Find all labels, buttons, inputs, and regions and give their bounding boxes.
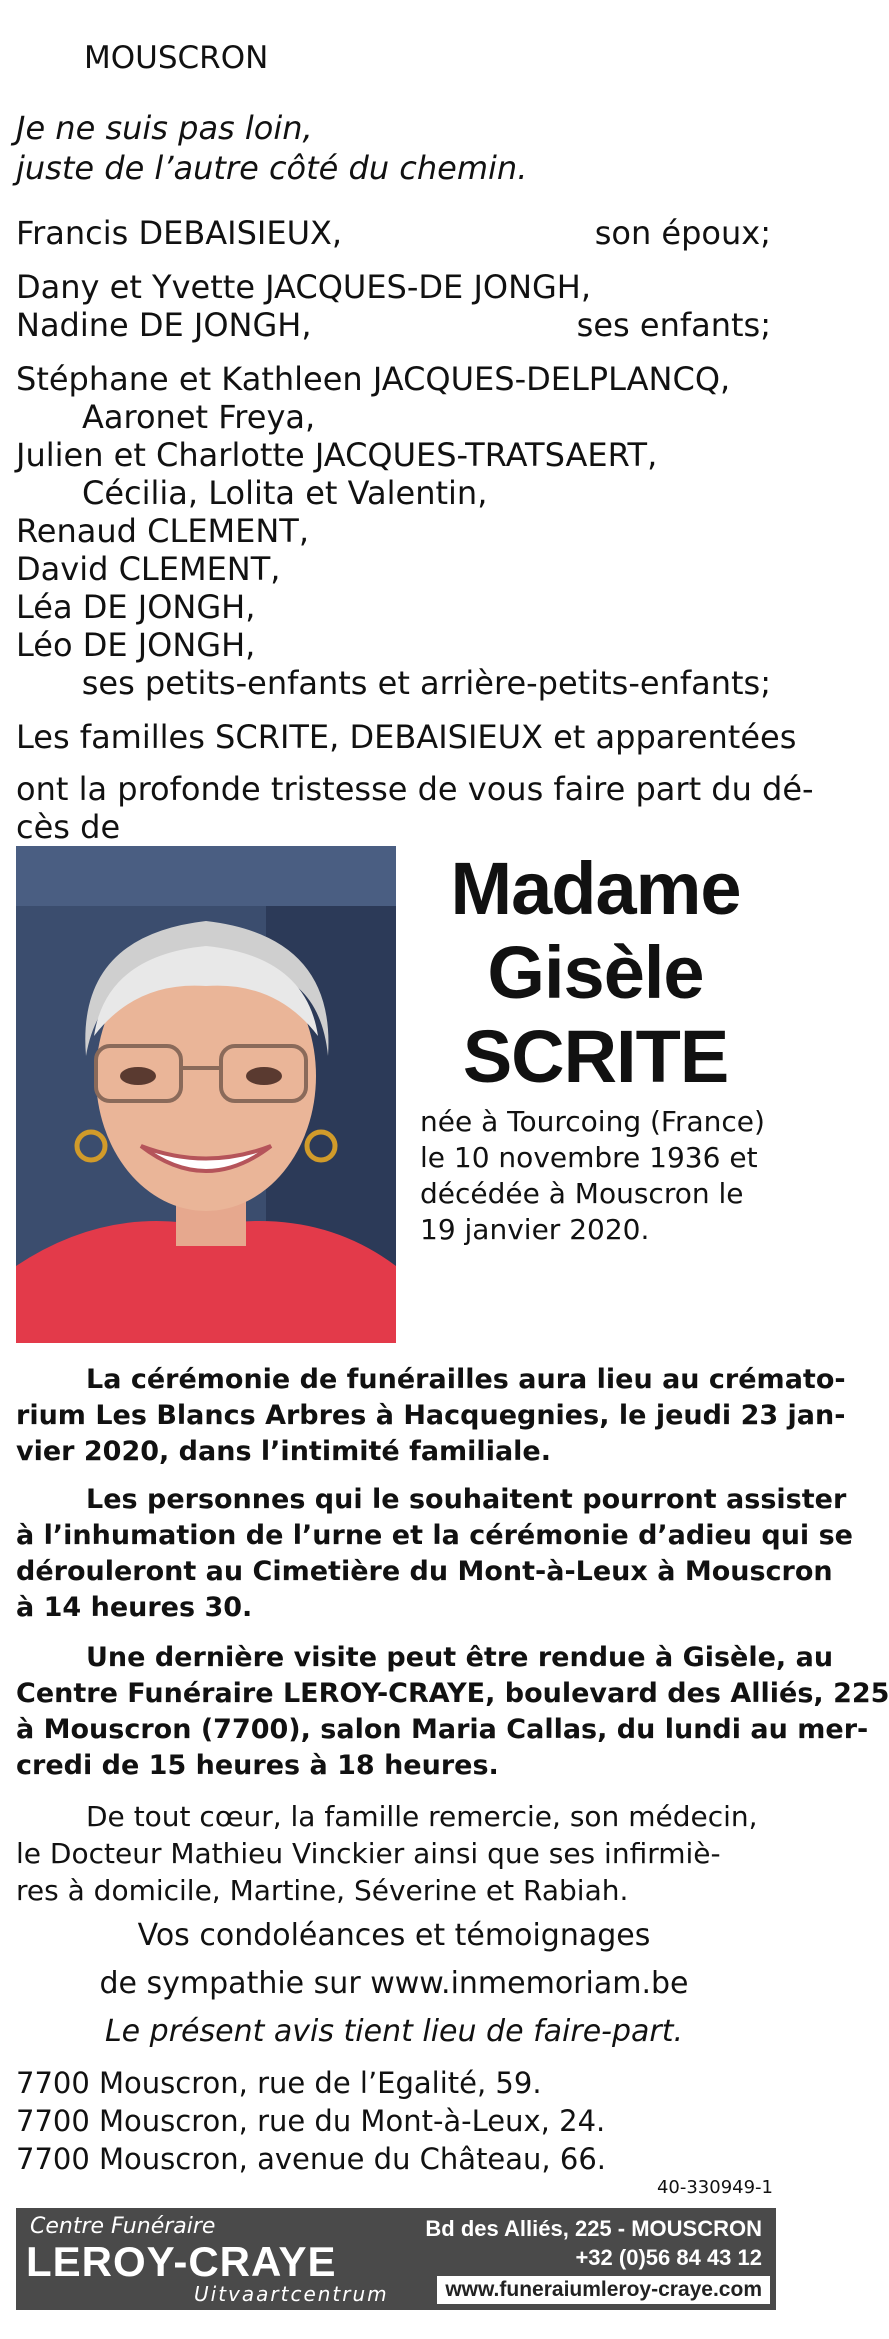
epitaph-quote — [16, 108, 527, 188]
paragraph-line: à 14 heures 30. — [16, 1592, 253, 1623]
grandchild-name: Stéphane et Kathleen JACQUES-DELPLANCQ, — [16, 360, 731, 398]
birth-line: née à Tourcoing (France) — [420, 1105, 765, 1138]
banner-centre-label: Centre Funéraire — [30, 2214, 216, 2239]
great-grandchild-name: Aaronet Freya, — [82, 398, 316, 436]
banner-address: Bd des Alliés, 225 - MOUSCRON — [425, 2216, 762, 2241]
paragraph-line: La cérémonie de funérailles aura lieu au crémato- — [86, 1364, 846, 1395]
announcement-line: cès de — [16, 808, 121, 846]
reference-number: 40-330949-1 — [656, 2177, 773, 2198]
birth-death-details — [420, 1104, 772, 1248]
banner-website-link[interactable]: www.funeraiumleroy-craye.com — [437, 2276, 770, 2304]
ceremony-paragraph — [16, 1362, 846, 1470]
birth-line: le 10 novembre 1936 et — [420, 1141, 758, 1174]
grandchildren-role: ses petits-enfants et arrière-petits-enfants; — [81, 664, 771, 702]
family-address: 7700 Mouscron, avenue du Château, 66. — [16, 2142, 606, 2176]
paragraph-line: à Mouscron (7700), salon Maria Callas, du lundi au mer- — [16, 1714, 869, 1745]
portrait-photo — [16, 846, 396, 1343]
thanks-paragraph — [16, 1798, 772, 1909]
family-address: 7700 Mouscron, rue du Mont-à-Leux, 24. — [16, 2104, 606, 2138]
spouse-role: son époux; — [594, 214, 771, 252]
grandchild-name: Léo DE JONGH, — [16, 626, 256, 664]
announcement-line: ont la profonde tristesse de vous faire part du dé- — [16, 770, 814, 808]
banner-contact — [425, 2214, 762, 2272]
paragraph-line: vier 2020, dans l’intimité familiale. — [16, 1436, 551, 1467]
condolences-website-line: de sympathie sur www.inmemoriam.be — [99, 1966, 689, 2001]
banner-phone: +32 (0)56 84 43 12 — [575, 2245, 762, 2270]
paragraph-line: à l’inhumation de l’urne et la cérémonie d’adieu qui se — [16, 1520, 853, 1551]
paragraph-line: res à domicile, Martine, Séverine et Rabiah. — [16, 1874, 629, 1907]
death-line: décédée à Mouscron le — [420, 1177, 744, 1210]
paragraph-line: dérouleront au Cimetière du Mont-à-Leux à Mouscron — [16, 1556, 833, 1587]
deceased-title: Madame — [450, 847, 741, 930]
grandchild-name: Julien et Charlotte JACQUES-TRATSAERT, — [16, 436, 658, 474]
paragraph-line: Centre Funéraire LEROY-CRAYE, boulevard des Alliés, 225 — [16, 1678, 889, 1709]
child-name: Nadine DE JONGH, — [16, 306, 312, 344]
grandchild-name: Renaud CLEMENT, — [16, 512, 310, 550]
death-line: 19 janvier 2020. — [420, 1213, 650, 1246]
spouse-name: Francis DEBAISIEUX, — [16, 214, 343, 252]
paragraph-line: rium Les Blancs Arbres à Hacquegnies, le jeudi 23 jan- — [16, 1400, 846, 1431]
family-address: 7700 Mouscron, rue de l’Egalité, 59. — [16, 2066, 542, 2100]
paragraph-line: credi de 15 heures à 18 heures. — [16, 1750, 499, 1781]
banner-brand-logo: LEROY-CRAYE — [26, 2238, 337, 2285]
paragraph-line: Une dernière visite peut être rendue à Gisèle, au — [86, 1642, 834, 1673]
header-city: MOUSCRON — [84, 40, 269, 76]
grandchild-name: Léa DE JONGH, — [16, 588, 256, 626]
faire-part-notice: Le présent avis tient lieu de faire-part. — [104, 2014, 684, 2049]
paragraph-line: le Docteur Mathieu Vinckier ainsi que ses infirmiè- — [16, 1837, 721, 1870]
paragraph-line: Les personnes qui le souhaitent pourront assister — [86, 1484, 847, 1515]
visit-paragraph — [16, 1640, 889, 1784]
quote-line: juste de l’autre côté du chemin. — [16, 149, 528, 187]
deceased-last-name: SCRITE — [462, 1015, 729, 1098]
families-line: Les familles SCRITE, DEBAISIEUX et apparentées — [16, 718, 797, 756]
burial-paragraph — [16, 1482, 853, 1626]
portrait-illustration — [16, 846, 396, 1343]
condolences-line: Vos condoléances et témoignages — [137, 1918, 651, 1953]
paragraph-line: De tout cœur, la famille remercie, son médecin, — [86, 1800, 758, 1833]
quote-line: Je ne suis pas loin, — [16, 109, 313, 147]
great-grandchild-name: Cécilia, Lolita et Valentin, — [82, 474, 488, 512]
funeral-home-banner — [16, 2208, 776, 2310]
deceased-first-name: Gisèle — [487, 931, 704, 1014]
grandchild-name: David CLEMENT, — [16, 550, 281, 588]
child-name: Dany et Yvette JACQUES-DE JONGH, — [16, 268, 592, 306]
children-role: ses enfants; — [576, 306, 771, 344]
banner-subtitle: Uitvaartcentrum — [194, 2282, 389, 2306]
